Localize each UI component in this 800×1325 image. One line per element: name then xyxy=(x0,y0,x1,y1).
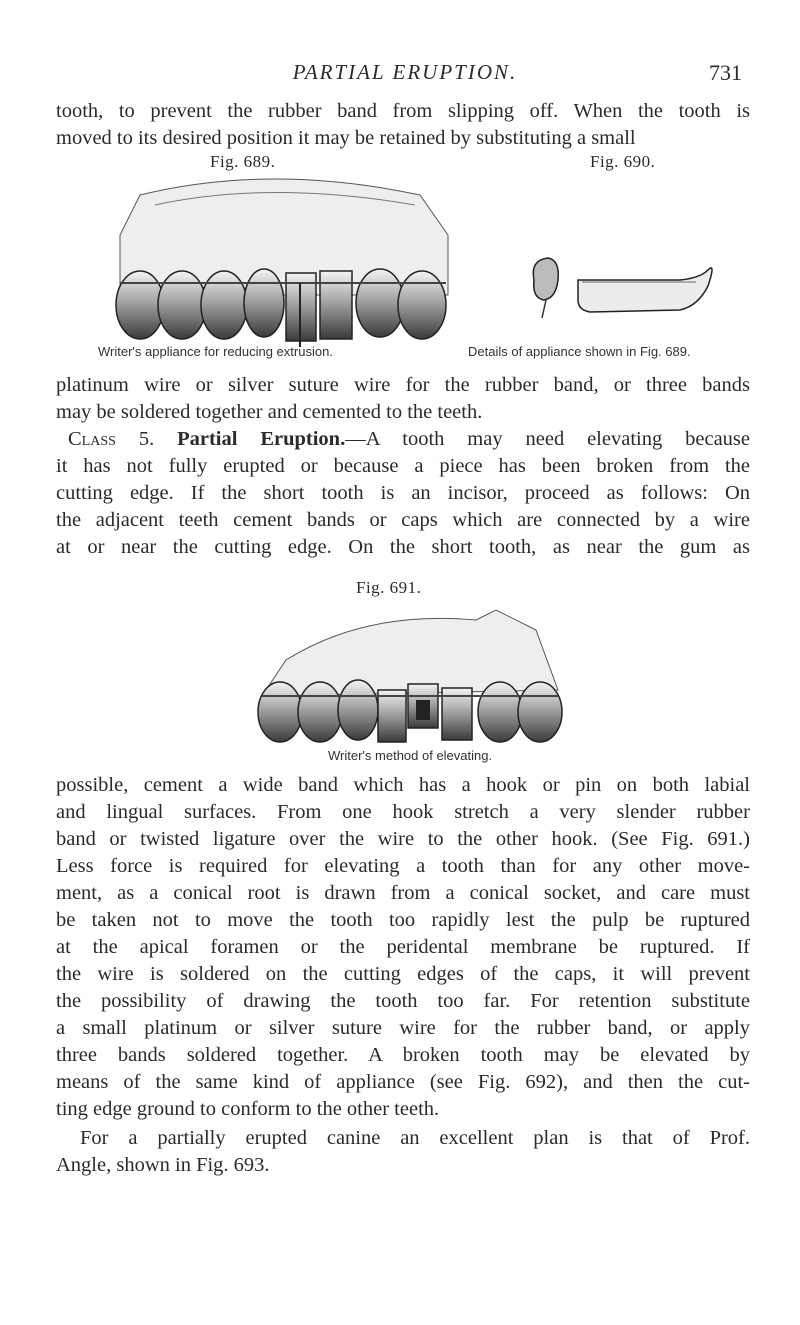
text-line: the wire is soldered on the cutting edges of the caps, it will prevent xyxy=(56,963,750,985)
text-line: be taken not to move the tooth too rapidly lest the pulp be ruptured xyxy=(56,909,750,931)
figure-689-illustration xyxy=(100,175,460,350)
text-line: a small platinum or silver suture wire for the rubber band, or apply xyxy=(56,1017,750,1039)
text-line: it has not fully erupted or because a piece has been broken from the xyxy=(56,455,750,477)
paragraph-class-5 xyxy=(56,372,750,561)
text-line: may be soldered together and cemented to the teeth. xyxy=(56,401,483,423)
page-header xyxy=(60,60,750,90)
text-line: tooth, to prevent the rubber band from slipping off. When the tooth is xyxy=(56,100,750,122)
section-heading: Partial Eruption. xyxy=(177,428,346,450)
text-line: For a partially erupted canine an excellent plan is that of Prof. xyxy=(80,1127,750,1149)
paragraph-intro xyxy=(56,98,750,152)
text-line: at the apical foramen or the peridental membrane be ruptured. If xyxy=(56,936,750,958)
paragraph-elevating-method xyxy=(56,772,750,1123)
text-line: three bands soldered together. A broken tooth may be elevated by xyxy=(56,1044,750,1066)
text-line: ment, as a conical root is drawn from a conical socket, and care must xyxy=(56,882,750,904)
class-number: 5. xyxy=(115,428,178,450)
text-line: moved to its desired position it may be retained by substituting a small xyxy=(56,127,636,149)
figure-691-label: Fig. 691. xyxy=(356,578,422,597)
figure-689-caption: Writer's appliance for reducing extrusion. xyxy=(98,344,333,359)
text-line: at or near the cutting edge. On the short tooth, as near the gum as xyxy=(56,536,750,558)
text-line: Angle, shown in Fig. 693. xyxy=(56,1154,270,1176)
heading-continuation: —A tooth may need elevating because xyxy=(345,428,750,450)
figure-690-label: Fig. 690. xyxy=(590,152,656,171)
running-title: PARTIAL ERUPTION. xyxy=(292,60,518,84)
class-label: Class xyxy=(68,428,116,450)
text-line: the adjacent teeth cement bands or caps which are connected by a wire xyxy=(56,509,750,531)
text-line: and lingual surfaces. From one hook stretch a very slender rubber xyxy=(56,801,750,823)
text-line: band or twisted ligature over the wire to the other hook. (See Fig. 691.) xyxy=(56,828,750,850)
text-line: the possibility of drawing the tooth too far. For retention substitute xyxy=(56,990,750,1012)
text-line: cutting edge. If the short tooth is an incisor, proceed as follows: On xyxy=(56,482,750,504)
figure-690-illustration xyxy=(520,240,730,320)
text-line: Less force is required for elevating a tooth than for any other move- xyxy=(56,855,750,877)
figure-691-caption: Writer's method of elevating. xyxy=(328,748,493,763)
figure-689-label: Fig. 689. xyxy=(210,152,276,171)
text-line: ting edge ground to conform to the other teeth. xyxy=(56,1098,440,1120)
figure-690-caption: Details of appliance shown in Fig. 689. xyxy=(468,344,691,359)
text-line: means of the same kind of appliance (see Fig. 692), and then the cut- xyxy=(56,1071,750,1093)
text-line: possible, cement a wide band which has a hook or pin on both labial xyxy=(56,774,750,796)
paragraph-canine xyxy=(56,1125,750,1179)
text-line: platinum wire or silver suture wire for the rubber band, or three bands xyxy=(56,374,750,396)
figure-691-illustration xyxy=(246,600,576,750)
page-number: 731 xyxy=(709,60,742,85)
class-heading-line xyxy=(56,426,750,453)
